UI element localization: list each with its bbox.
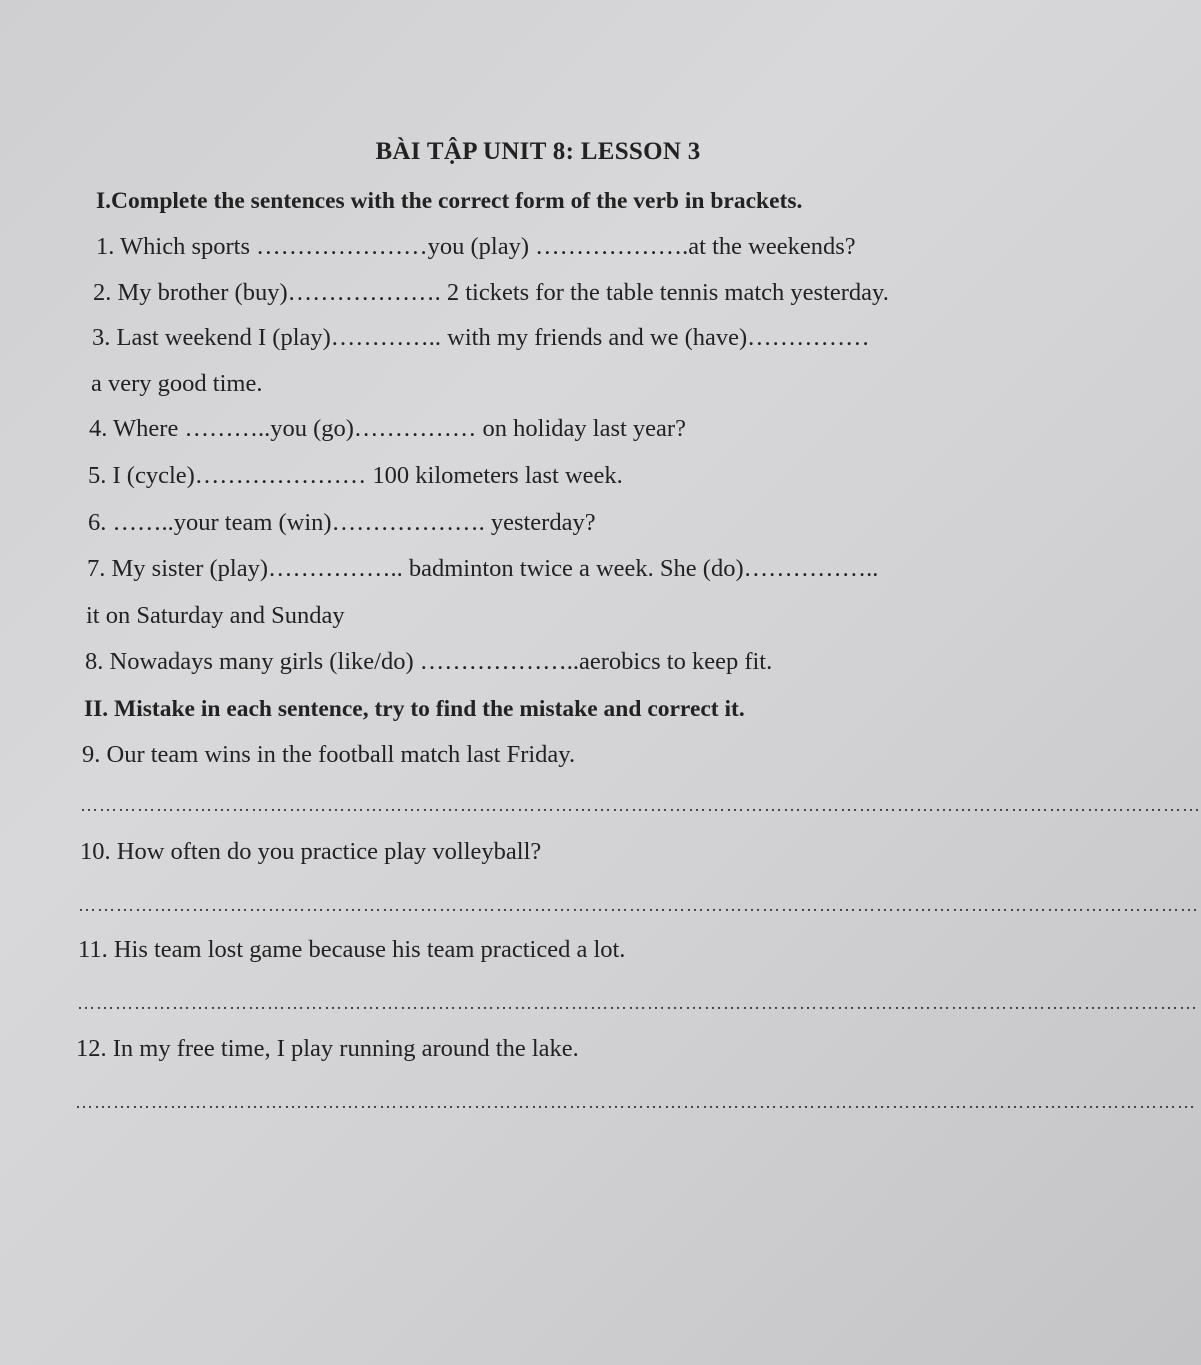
exercise-item-2: 2. My brother (buy)………………. 2 tickets for the table tennis match yesterday. xyxy=(93,279,889,306)
exercise-item-7: 7. My sister (play)…………….. badminton twice a week. She (do)…………….. xyxy=(87,555,879,582)
answer-line-11: …………………………………………………………………………………………………………………………………………………………… xyxy=(77,993,1198,1013)
exercise-item-8: 8. Nowadays many girls (like/do) ………………..aerobics to keep fit. xyxy=(85,648,773,675)
exercise-item-10: 10. How often do you practice play volleyball? xyxy=(80,838,542,865)
section1-heading: I.Complete the sentences with the correct form of the verb in brackets. xyxy=(96,188,803,214)
exercise-item-6: 6. ……..your team (win)………………. yesterday? xyxy=(88,509,596,536)
section2-heading: II. Mistake in each sentence, try to find the mistake and correct it. xyxy=(84,696,745,722)
worksheet-title: BÀI TẬP UNIT 8: LESSON 3 xyxy=(375,138,701,165)
exercise-item-11: 11. His team lost game because his team practiced a lot. xyxy=(78,936,626,963)
answer-line-10: …………………………………………………………………………………………………………………………………………………………… xyxy=(78,895,1199,915)
exercise-item-12: 12. In my free time, I play running around the lake. xyxy=(76,1035,579,1062)
exercise-item-1: 1. Which sports …………………you (play) ……………….at the weekends? xyxy=(96,233,856,260)
exercise-item-3-continued: a very good time. xyxy=(91,370,263,397)
exercise-item-9: 9. Our team wins in the football match last Friday. xyxy=(82,741,576,768)
exercise-item-7-continued: it on Saturday and Sunday xyxy=(86,602,345,629)
answer-line-12: …………………………………………………………………………………………………………………………………………………………… xyxy=(75,1092,1196,1112)
exercise-item-4: 4. Where ………..you (go)…………… on holiday last year? xyxy=(89,415,686,442)
answer-line-9: …………………………………………………………………………………………………………………………………………………………… xyxy=(80,795,1201,815)
exercise-item-5: 5. I (cycle)………………… 100 kilometers last week. xyxy=(88,462,623,489)
exercise-item-3: 3. Last weekend I (play)………….. with my friends and we (have)…………… xyxy=(92,324,870,351)
